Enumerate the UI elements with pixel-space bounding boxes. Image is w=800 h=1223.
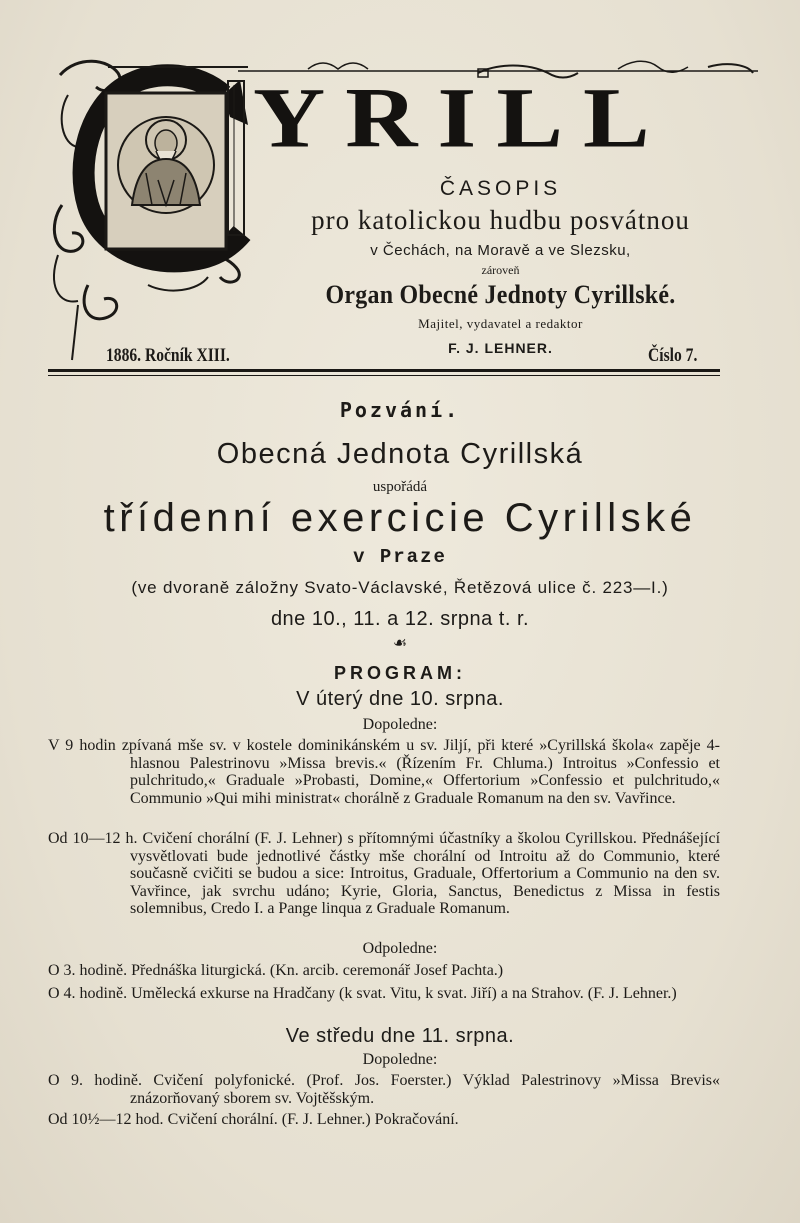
day1-title: V úterý dne 10. srpna. xyxy=(296,688,504,710)
invitation-heading: Pozvání. xyxy=(339,398,461,422)
subtitle-block xyxy=(273,175,728,356)
issue-number: Číslo 7. xyxy=(648,345,698,366)
entry-time: O 4. hodině. xyxy=(48,985,128,1002)
casopis-label: ČASOPIS xyxy=(439,177,562,200)
ornament-icon: ☙ xyxy=(392,635,408,652)
masthead xyxy=(48,55,720,385)
program-entry xyxy=(48,1111,720,1129)
entry-text: Cvičení chorální (F. J. Lehner) s přítomnými účastníky a školou Cyrillskou. Přednášející vysvětlovati bude jednotlivé částky mše chorální od Introitu až do Communio, které současně cvičiti se budou a sice: Introitus, Graduale, Offertorium a Communio na den sv. Vavřince, jak svrchu udáno; Kyrie, Gloria, Sanctus, Benedictus z Missa in festis solemnibus, Credo I. a Pange linqua z Graduale Romanum. xyxy=(130,830,721,918)
year-volume: 1886. Ročník XIII. xyxy=(106,345,230,366)
journal-title: YRILL xyxy=(253,69,670,166)
program-entry xyxy=(48,1072,720,1107)
event-city: v Praze xyxy=(353,546,447,568)
entry-time: Od 10—12 h. xyxy=(48,830,138,847)
entry-text: Přednáška liturgická. (Kn. arcib. ceremonář Josef Pachta.) xyxy=(131,962,504,979)
day2-title: Ve středu dne 11. srpna. xyxy=(285,1025,515,1047)
entry-time: V 9 hodin xyxy=(48,737,116,754)
day1-morning-label: Dopoledne: xyxy=(362,716,438,733)
entry-time: Od 10½—12 hod. xyxy=(48,1111,164,1128)
entry-time: O 9. hodině. xyxy=(48,1072,142,1089)
entry-time: O 3. hodině. xyxy=(48,962,128,979)
publisher-label: Majitel, vydavatel a redaktor xyxy=(418,316,583,331)
decorated-initial-c xyxy=(48,55,268,365)
entry-text: zpívaná mše sv. v kostele dominikánském u sv. Jiljí, při které »Cyrillská škola« zapěje 4-hlasnou Palestrinovu »Missa brevis.« (Řízením Fr. Chluma.) Introitus »Confessio et pulchritudo,« Graduale »Probasti, Domine,« Offertorium »Confessio et pulchritudo,« Communio »Qui mihi ministrat« chorálně z Graduale Romanum na den sv. Vavřince. xyxy=(121,737,721,807)
organizes-label: uspořádá xyxy=(372,479,428,495)
entry-text: Umělecká exkurse na Hradčany (k svat. Vitu, k svat. Jiří) a na Strahov. (F. J. Lehner.) xyxy=(131,985,677,1002)
program-entry xyxy=(48,962,720,980)
organ-line: Organ Obecné Jednoty Cyrillské. xyxy=(325,280,676,309)
masthead-rule-thick xyxy=(48,369,720,372)
regions-line: v Čechách, na Moravě a ve Slezsku, xyxy=(370,242,631,259)
program-entry xyxy=(48,737,720,807)
program-entry xyxy=(48,830,720,918)
zaroven-line: zároveň xyxy=(481,263,520,277)
event-title: třídenní exercicie Cyrillské xyxy=(103,496,697,540)
event-dates: dne 10., 11. a 12. srpna t. r. xyxy=(270,608,530,630)
entry-text: Cvičení chorální. (F. J. Lehner.) Pokračování. xyxy=(167,1111,459,1128)
event-venue: (ve dvoraně záložny Svato-Václavské, Řetězová ulice č. 223—I.) xyxy=(131,578,669,597)
program-heading: PROGRAM: xyxy=(334,663,466,683)
masthead-rule-thin xyxy=(48,375,720,376)
organization-name: Obecná Jednota Cyrillská xyxy=(216,438,584,470)
day2-morning-label: Dopoledne: xyxy=(362,1051,438,1068)
program-entry xyxy=(48,985,720,1003)
entry-text: Cvičení polyfonické. (Prof. Jos. Foerster.) Výklad Palestrinovy »Missa Brevis« znázorňovaný sborem sv. Vojtěšským. xyxy=(130,1072,721,1107)
tagline: pro katolickou hudbu posvátnou xyxy=(311,205,690,235)
editor-name: F. J. LEHNER. xyxy=(448,340,553,356)
day1-afternoon-label: Odpoledne: xyxy=(362,940,438,957)
